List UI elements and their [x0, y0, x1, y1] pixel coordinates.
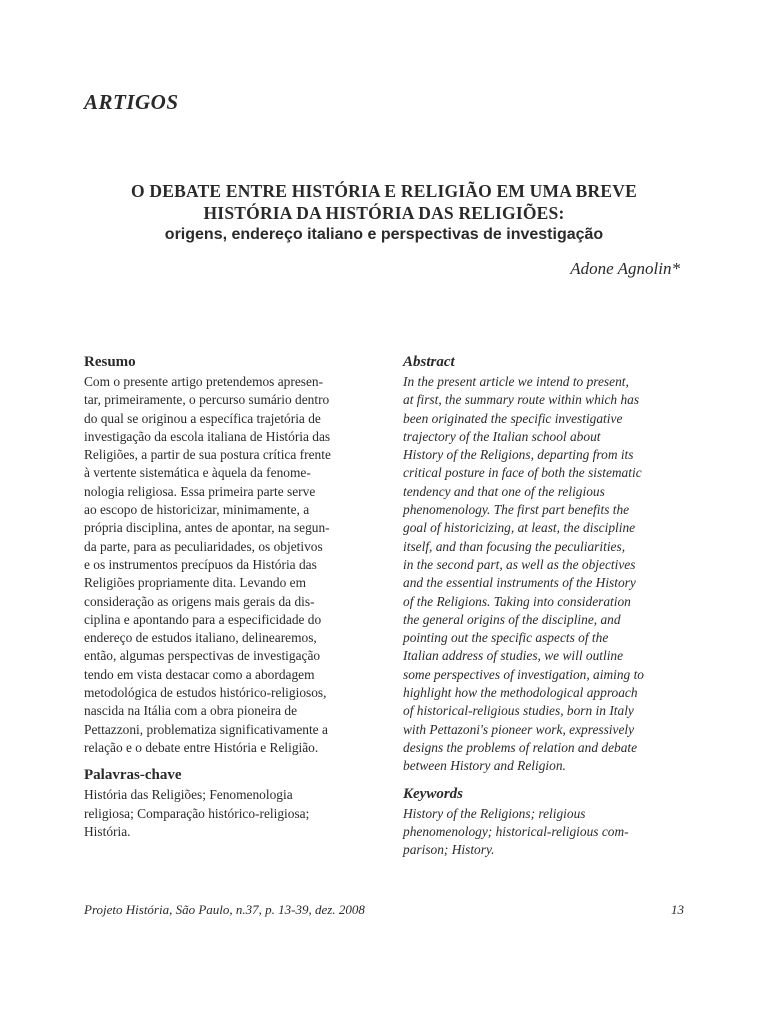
text-line: trajectory of the Italian school about [403, 428, 601, 444]
text-line: relação e o debate entre História e Religião. [84, 739, 319, 755]
text-line: Com o presente artigo pretendemos apresen- [84, 374, 324, 389]
text-line: Religiões propriamente dita. Levando em [84, 575, 306, 591]
text-line: consideração as origens mais gerais da dis- [84, 593, 315, 609]
text-line: at first, the summary route within which has [403, 392, 640, 408]
text-line: Italian address of studies, we will outline [403, 648, 624, 664]
text-line: in the second part, as well as the objectives [403, 556, 636, 572]
text-line: been originated the specific investigative [403, 410, 623, 426]
text-line: designs the problems of relation and debate [403, 739, 638, 755]
text-line: between History and Religion. [403, 758, 566, 774]
text-line: Pettazzoni, problematiza significativamente a [84, 721, 328, 737]
text-line: do qual se originou a específica trajetória de [84, 410, 321, 426]
text-line: da parte, para as peculiaridades, os objetivos [84, 538, 323, 554]
abstract-body [403, 373, 689, 776]
article-subtitle: origens, endereço italiano e perspectivas de investigação [164, 226, 604, 243]
text-line: highlight how the methodological approach [403, 685, 638, 701]
text-line: História das Religiões; Fenomenologia [84, 787, 293, 803]
text-line: tendo em vista destacar como a abordagem [84, 666, 315, 682]
text-line: tendency and that one of the religious [403, 483, 605, 499]
resumo-column [84, 352, 370, 841]
resumo-body [84, 373, 370, 757]
text-line: endereço de estudos italiano, delinearemos, [84, 630, 317, 646]
text-line: goal of historicizing, at least, the discipline [403, 520, 636, 536]
article-title [60, 180, 708, 246]
text-line: History of the Religions; religious [403, 805, 586, 821]
text-line: ciplina e apontando para a especificidade do [84, 611, 322, 627]
text-line: and the essential instruments of the History [403, 575, 636, 591]
section-label: ARTIGOS [84, 90, 179, 114]
text-line: tar, primeiramente, o percurso sumário dentro [84, 392, 330, 408]
keywords-body [403, 805, 689, 860]
text-line: então, algumas perspectivas de investigação [84, 648, 321, 664]
text-line: History of the Religions, departing from its [403, 447, 634, 463]
text-line: à vertente sistemática e àquela da fenome- [84, 465, 311, 481]
text-line: itself, and than focusing the peculiarities, [403, 538, 626, 554]
title-line-1: O DEBATE ENTRE HISTÓRIA E RELIGIÃO EM UMA BREVE [131, 181, 637, 201]
text-line: nologia religiosa. Essa primeira parte serve [84, 483, 316, 499]
footer-citation: Projeto História, São Paulo, n.37, p. 13-39, dez. 2008 [84, 902, 365, 917]
resumo-heading: Resumo [84, 354, 136, 370]
palavras-chave-heading: Palavras-chave [84, 767, 182, 784]
abstract-column [403, 352, 689, 859]
text-line: of historical-religious studies, born in Italy [403, 703, 634, 719]
page-number: 13 [671, 902, 684, 917]
text-line: phenomenology; historical-religious com- [403, 823, 629, 839]
text-line: nascida na Itália com a obra pioneira de [84, 703, 298, 719]
text-line: some perspectives of investigation, aiming to [403, 666, 644, 682]
text-line: religiosa; Comparação histórico-religiosa; [84, 805, 310, 821]
palavras-chave-body [84, 786, 370, 841]
abstract-heading: Abstract [403, 354, 455, 370]
text-line: of the Religions. Taking into consideration [403, 593, 631, 609]
text-line: phenomenology. The first part benefits the [403, 502, 630, 518]
text-line: pointing out the specific aspects of the [403, 630, 609, 646]
keywords-heading: Keywords [403, 785, 463, 802]
text-line: parison; History. [403, 842, 495, 858]
title-line-2: HISTÓRIA DA HISTÓRIA DAS RELIGIÕES: [203, 203, 565, 223]
text-line: Religiões, a partir de sua postura crítica frente [84, 447, 331, 463]
text-line: História. [84, 823, 131, 839]
text-line: the general origins of the discipline, and [403, 611, 621, 627]
page-footer [84, 902, 684, 918]
text-line: ao escopo de historicizar, minimamente, a [84, 502, 310, 518]
text-line: In the present article we intend to present, [403, 374, 629, 389]
text-line: critical posture in face of both the sistematic [403, 465, 642, 481]
text-line: with Pettazoni's pioneer work, expressively [403, 721, 635, 737]
text-line: metodológica de estudos histórico-religiosos, [84, 685, 327, 701]
author-name: Adone Agnolin* [570, 259, 680, 278]
text-line: investigação da escola italiana de História das [84, 428, 331, 444]
text-line: e os instrumentos precípuos da História das [84, 556, 317, 572]
text-line: própria disciplina, antes de apontar, na segun- [84, 520, 330, 536]
